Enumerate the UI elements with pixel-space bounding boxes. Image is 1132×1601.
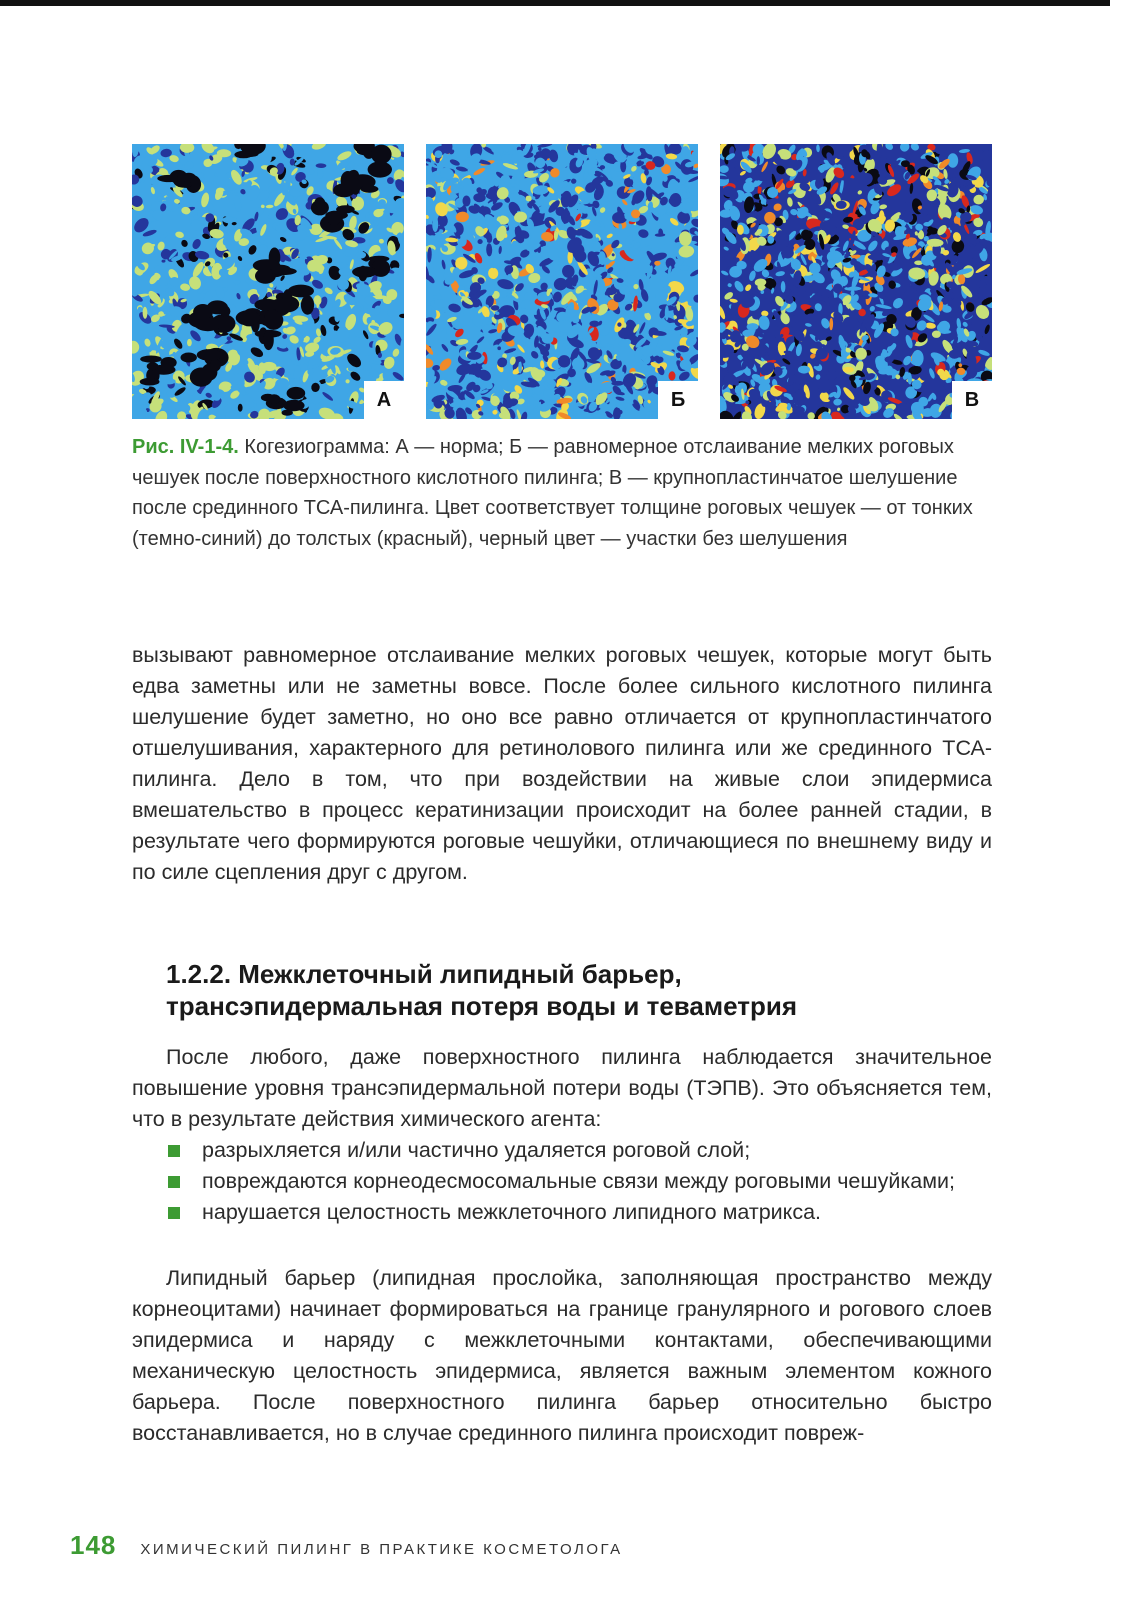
cohesiogram-panel-c <box>720 144 992 419</box>
caption-text: Когезиограмма: А — норма; Б — равномерное отслаивание мелких роговых чешуек после поверхностного кислотного пилинга; В — крупнопластинчатое шелушение после срединного ТСА-пилинга. Цвет соответствует толщине роговых чешуек — от тонких (темно-синий) до толстых (красный), черный цвет — участки без шелушения <box>132 436 973 550</box>
green-square-bullet-icon <box>168 1176 180 1188</box>
running-title: ХИМИЧЕСКИЙ ПИЛИНГ В ПРАКТИКЕ КОСМЕТОЛОГА <box>140 1541 623 1558</box>
bullet-list <box>166 1135 992 1228</box>
panel-label-b: Б <box>658 381 698 419</box>
figure-reference: Рис. IV-1-4. <box>132 436 239 458</box>
body-paragraph-3: Липидный барьер (липидная прослойка, заполняющая пространство между корнеоцитами) начинает формироваться на границе гранулярного и рогового слоев эпидермиса и наряду с межклеточными контактами, обеспечивающими механическую целостность эпидермиса, является важным элементом кожного барьера. После поверхностного пилинга барьер относительно быстро восстанавливается, но в случае срединного пилинга происходит повреж- <box>132 1266 992 1445</box>
page-number: 148 <box>70 1530 117 1560</box>
green-square-bullet-icon <box>168 1207 180 1219</box>
top-rule <box>0 0 1110 6</box>
bullet-text: разрыхляется и/или частично удаляется роговой слой; <box>202 1138 751 1162</box>
cohesiogram-image-c <box>720 144 992 419</box>
section-heading <box>166 958 966 1022</box>
bullet-item <box>166 1197 992 1228</box>
panel-label-a: А <box>364 381 404 419</box>
cohesiogram-image-a <box>132 144 404 419</box>
section-heading-line-1: 1.2.2. Межклеточный липидный барьер, <box>166 959 682 989</box>
bullet-text: нарушается целостность межклеточного липидного матрикса. <box>202 1200 822 1224</box>
bullet-item <box>166 1166 992 1197</box>
panel-label-c: В <box>952 381 992 419</box>
page-footer <box>70 1530 623 1560</box>
section-heading-line-2: трансэпидермальная потеря воды и теваметрия <box>166 991 797 1021</box>
cohesiogram-panel-a <box>132 144 404 419</box>
figure-cohesiogram <box>132 144 992 419</box>
bullet-item <box>166 1135 992 1166</box>
figure-caption <box>132 432 992 554</box>
body-paragraph-1: вызывают равномерное отслаивание мелких роговых чешуек, которые могут быть едва заметны или не заметны вовсе. После более сильного кислотного пилинга шелушение будет заметно, но оно все равно отличается от крупнопластинчатого отшелушивания, характерного для ретинолового пилинга или же срединного ТСА-пилинга. Дело в том, что при воздействии на живые слои эпидермиса вмешательство в процесс кератинизации происходит на более ранней стадии, в результате чего формируются роговые чешуйки, отличающиеся по внешнему виду и по силе сцепления друг с другом. <box>132 643 992 884</box>
bullet-text: повреждаются корнеодесмосомальные связи между роговыми чешуйками; <box>202 1169 955 1193</box>
cohesiogram-image-b <box>426 144 698 419</box>
body-paragraph-2: После любого, даже поверхностного пилинга наблюдается значительное повышение уровня трансэпидермальной потери воды (ТЭПВ). Это объясняется тем, что в результате действия химического агента: <box>132 1045 992 1131</box>
green-square-bullet-icon <box>168 1145 180 1157</box>
cohesiogram-panel-b <box>426 144 698 419</box>
